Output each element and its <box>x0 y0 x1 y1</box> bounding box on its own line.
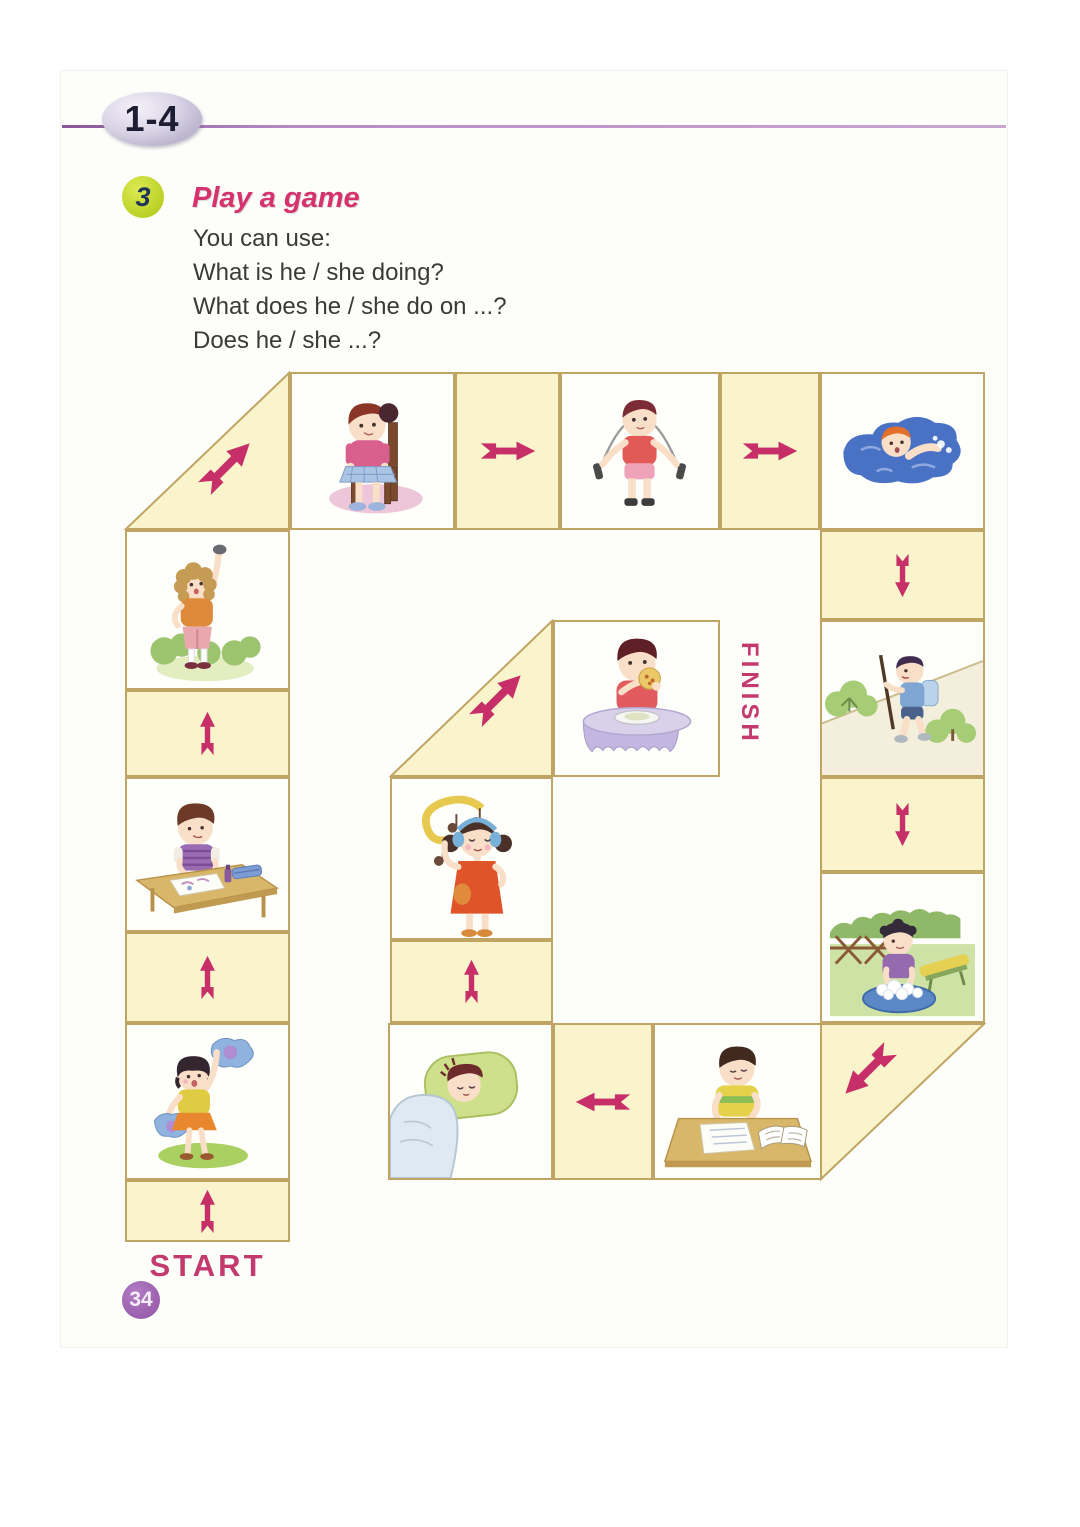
activity-title: Play a game <box>192 182 360 214</box>
board-cell-crafting-at-desk <box>125 777 290 932</box>
board-cell-doing-homework <box>653 1023 822 1180</box>
arrow-up-icon <box>194 711 221 756</box>
board-corner-cell-middle <box>390 620 553 777</box>
board-cell-sitting-on-chair <box>290 372 455 530</box>
instruction-intro: You can use: <box>193 225 331 252</box>
arrow-left-icon <box>575 1085 631 1119</box>
start-label: START <box>149 1248 266 1283</box>
arrow-up-icon <box>194 1189 221 1234</box>
unit-badge-label: 1-4 <box>124 98 180 139</box>
waving-on-hill-illustration <box>127 532 288 688</box>
hiking-illustration <box>822 622 983 775</box>
board-arrow-cell-start <box>125 1180 290 1242</box>
board-cell-listening-to-music <box>390 777 553 940</box>
swimming-illustration <box>822 374 983 528</box>
instruction-phrase-2: What does he / she do on ...? <box>193 293 507 320</box>
board-corner-cell-bottom-right <box>820 1023 985 1180</box>
shaking-clothes-illustration <box>127 1025 288 1178</box>
arrow-up-icon <box>458 959 485 1004</box>
arrow-down-icon <box>889 553 916 598</box>
arrow-up-icon <box>194 955 221 1000</box>
finish-label: FINISH <box>736 642 763 745</box>
board-arrow-cell <box>820 777 985 872</box>
board-arrow-cell <box>455 372 560 530</box>
board-cell-washing-clothes <box>820 872 985 1023</box>
activity-number: 3 <box>135 181 151 212</box>
board-arrow-cell <box>553 1023 653 1180</box>
board-cell-shaking-clothes <box>125 1023 290 1180</box>
board-arrow-cell <box>125 932 290 1023</box>
instruction-phrase-1: What is he / she doing? <box>193 259 444 286</box>
board-cell-swimming <box>820 372 985 530</box>
crafting-at-desk-illustration <box>127 779 288 930</box>
board-cell-waving-on-hill <box>125 530 290 690</box>
arrow-down-icon <box>889 802 916 847</box>
board-arrow-cell <box>390 940 553 1023</box>
unit-badge <box>102 92 202 146</box>
board-arrow-cell <box>720 372 820 530</box>
board-corner-cell-top-left <box>125 372 290 530</box>
header-rule <box>62 125 1006 128</box>
sleeping-illustration <box>390 1025 551 1178</box>
page-number-badge <box>122 1281 160 1319</box>
listening-to-music-illustration <box>392 779 551 938</box>
instructions-block <box>193 222 507 358</box>
page-number: 34 <box>129 1288 153 1311</box>
sitting-on-chair-illustration <box>292 374 453 528</box>
doing-homework-illustration <box>655 1025 820 1178</box>
board-arrow-cell <box>820 530 985 620</box>
board-cell-skipping-rope <box>560 372 720 530</box>
skipping-rope-illustration <box>562 374 718 528</box>
board-arrow-cell <box>125 690 290 777</box>
arrow-right-icon <box>742 434 798 468</box>
board-cell-eating <box>553 620 720 777</box>
washing-clothes-illustration <box>822 874 983 1021</box>
eating-illustration <box>555 622 718 775</box>
arrow-right-icon <box>480 434 536 468</box>
board-cell-hiking <box>820 620 985 777</box>
board-cell-sleeping <box>388 1023 553 1180</box>
activity-number-badge <box>122 176 164 218</box>
instruction-phrase-3: Does he / she ...? <box>193 327 382 354</box>
